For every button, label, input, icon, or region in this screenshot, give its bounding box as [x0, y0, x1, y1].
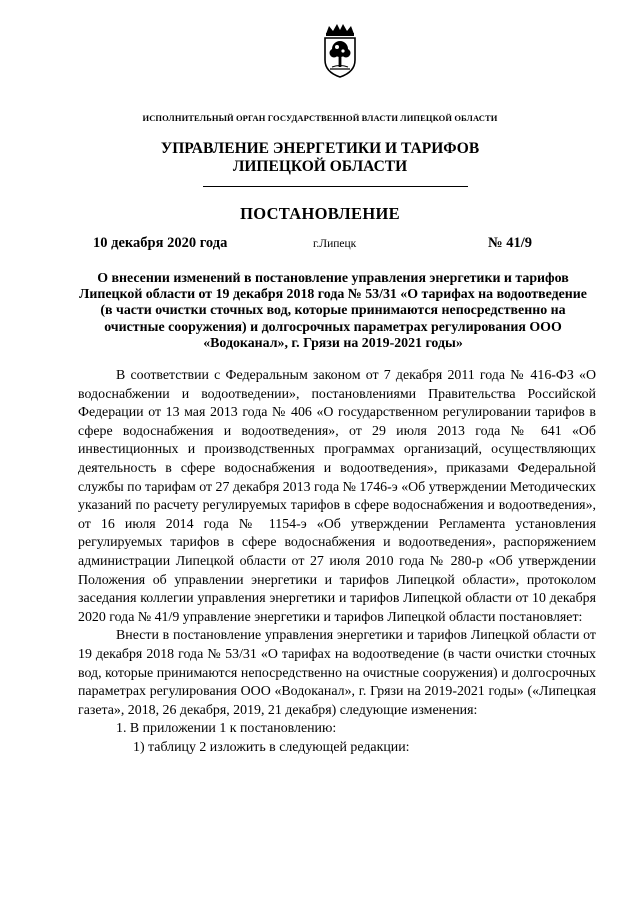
department-name-line1: УПРАВЛЕНИЕ ЭНЕРГЕТИКИ И ТАРИФОВ — [160, 140, 480, 157]
document-date: 10 декабря 2020 года — [93, 235, 228, 251]
preamble-paragraph: В соответствии с Федеральным законом от 7 декабря 2011 года № 416-ФЗ «О водоснабжении и водоотведении», постановлениями Правительства Российской Федерации от 13 мая 2013 года № 406 «О государственном регулировании тарифов в сфере водоснабжения и водоотведения», от 29 июля 2013 года № 641 «Об инвестиционных и производственных программах организаций, осуществляющих деятельность в сфере водоснабжения и водоотведения», приказами Федеральной службы по тарифам от 27 декабря 2013 года № 1746-э «Об утверждении Методических указаний по расчету регулируемых тарифов в сфере водоснабжения и водоотведения», от 16 июля 2014 года № 1154-э «Об утверждении Регламента установления регулируемых тарифов в сфере водоснабжения и водоотведения», распоряжением администрации Липецкой области от 27 июля 2010 года № 280-р «Об утверждении Положения об управлении энергетики и тарифов Липецкой области», протоколом заседания коллегии управления энергетики и тарифов Липецкой области от 10 декабря 2020 года № 41/9 управление энергетики и тарифов Липецкой области постановляет: — [78, 368, 596, 625]
document-subject: О внесении изменений в постановление управления энергетики и тарифов Липецкой области от 19 декабря 2018 года № 53/31 «О тарифах на водоотведение (в части очистки сточных вод, которые принимаются непосредственно на очистные сооружения) и долгосрочных параметрах регулирования ООО «Водоканал», г. Грязи на 2019-2021 годы» — [79, 271, 587, 351]
document-body — [78, 367, 596, 757]
department-name — [0, 140, 640, 176]
list-subitem: 1) таблицу 2 изложить в следующей редакции: — [133, 739, 410, 755]
issuing-authority: ИСПОЛНИТЕЛЬНЫЙ ОРГАН ГОСУДАРСТВЕННОЙ ВЛАСТИ ЛИПЕЦКОЙ ОБЛАСТИ — [142, 113, 498, 123]
document-type: ПОСТАНОВЛЕНИЕ — [240, 204, 400, 223]
document-number: № 41/9 — [488, 235, 532, 251]
document-city: г.Липецк — [313, 238, 357, 250]
list-item: 1. В приложении 1 к постановлению: — [116, 721, 337, 737]
department-name-line2: ЛИПЕЦКОЙ ОБЛАСТИ — [232, 158, 408, 175]
header-divider — [203, 186, 468, 187]
coat-of-arms-icon — [320, 22, 360, 78]
resolution-paragraph: Внести в постановление управления энергетики и тарифов Липецкой области от 19 декабря 2018 года № 53/31 «О тарифах на водоотведение (в части очистки сточных вод, которые принимаются непосредственно на очистные сооружения) и долгосрочных параметрах регулирования ООО «Водоканал», г. Грязи на 2019-2021 годы» («Липецкая газета», 2018, 26 декабря, 2019, 21 декабря) следующие изменения: — [78, 628, 596, 718]
